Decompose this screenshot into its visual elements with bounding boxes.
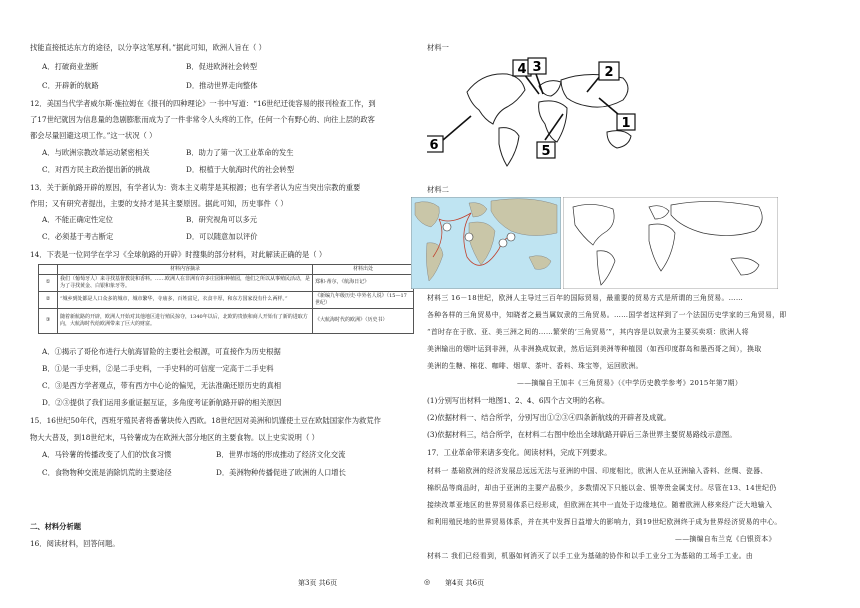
- page-3: [30, 0, 416, 608]
- table-cell-source: 《大航海时代的欧洲》（历史书）: [313, 308, 414, 333]
- q17-material-1-line-4: 和利用殖民地的世界贸易体系，并在其中发挥日益增大的影响力，到19世纪欧洲终于成为世界经济贸易的中心。: [427, 518, 782, 526]
- q11-option-b[interactable]: B．促进欧洲社会转型: [186, 62, 258, 71]
- q17-stem: 17．工业革命带来诸多变化。阅读材料，完成下列要求。: [427, 448, 612, 457]
- table-header-blank: [39, 265, 58, 275]
- center-binding-mark: ◎: [424, 578, 431, 586]
- q14-option-b[interactable]: B．①是一手史料，②是二手史料，一手史料的可信度一定高于二手史料: [42, 364, 274, 373]
- table-cell-index: ②: [39, 291, 58, 308]
- q12-option-d[interactable]: D．根植于大航海时代的社会转型: [186, 165, 295, 174]
- material-3-line-4: 美洲输出的烟叶运到非洲，从非洲换成奴隶，然后运到美洲等种植园（如西印度群岛和墨西哥之间），换取: [427, 345, 762, 353]
- map-number-1: 1: [621, 116, 631, 131]
- q16-sub-1: (1)分别写出材料一地图1、2、4、6四个古文明的名称。: [427, 396, 610, 405]
- q15-option-c[interactable]: C．食物物种交流是消除饥荒的主要途径: [42, 468, 172, 477]
- q17-material-1-source: ——摘编自布兰克《白银资本》: [675, 535, 776, 543]
- table-cell-content: “城乡到处都是人口众多的城市，城市繁华，寺庙多，百姓富足，衣食丰厚，和东方国家没有什么两样。”: [58, 291, 313, 308]
- q12-line-1: 12．美国当代学者威尔斯·施拉姆在《报刊的四种理论》一书中写道：“16世纪迁徙容易的报刊检查工作，到: [30, 99, 376, 108]
- material-3-line-5: 美洲的生糖、棉花、咖啡、烟草、茶叶、香料、珠宝等，运回欧洲。: [427, 362, 643, 370]
- q12-option-b[interactable]: B．助力了第一次工业革命的发生: [186, 148, 294, 157]
- world-map-numbered: [427, 52, 657, 172]
- table-header-source: 材料出处: [313, 265, 414, 275]
- q15-line-2: 物大大普及，到18世纪末，马铃薯成为在欧洲大部分地区的主要食物。以上史实说明（ ）: [30, 433, 319, 442]
- q16-sub-2: (2)依据材料一、结合所学，分别写出①②③④四条新航线的开辟者及成就。: [427, 413, 671, 422]
- q17-material-1-line-3: 接续改革亚地区的世界贸易体系已经形成，但欧洲在其中一直处于边缘地位。随着欧洲人移来经广泛大地输入: [427, 501, 773, 509]
- q12-option-c[interactable]: C．对西方民主政治提出新的挑战: [42, 165, 150, 174]
- table-row: [39, 291, 414, 308]
- q17-material-1-line-1: 材料一 基础欧洲的经济发展总远远无法与亚洲的中国、印度相比，欧洲人在从亚洲输入香料、丝绸、瓷器、: [427, 467, 768, 475]
- q17-material-1-line-2: 棉织品等商品时，却由于亚洲的主要产品极少，多数情况下只能以金、银等贵金属支付。尽管在13、14世纪仍: [427, 484, 777, 492]
- material-1-label: 材料一: [427, 43, 449, 52]
- q13-line-1: 13．关于新航路开辟的原因，有学者认为：资本主义萌芽是其根源；也有学者认为应当突出宗教的重要: [30, 183, 361, 192]
- table-header-content: 材料内容摘录: [58, 265, 313, 275]
- q12-option-a[interactable]: A．与欧洲宗教改革运动紧密相关: [42, 148, 150, 157]
- material-3-line-3: “首时存在于欧、亚、美三洲之间的……繁荣的‘三角贸易’”，其内容是以奴隶为主要买卖项：欧洲人将: [427, 328, 749, 336]
- table-cell-source: 郑和·蒂尔，《航海日记》: [313, 274, 414, 291]
- q14-stem: 14．下表是一位同学在学习《全球航路的开辟》时搜集的部分材料，对此解读正确的是（ ）: [30, 250, 327, 259]
- table-row: [39, 308, 414, 333]
- q12-line-3: 都会尽量回避这项工作。”这一状况（ ）: [30, 131, 157, 140]
- material-2-label: 材料二: [427, 185, 449, 194]
- q15-option-a[interactable]: A．马铃薯的传播改变了人们的饮食习惯: [42, 450, 172, 459]
- table-row: [39, 274, 414, 291]
- q11-option-c[interactable]: C．开辟新的航路: [42, 81, 99, 90]
- q13-option-b[interactable]: B．研究视角可以多元: [186, 215, 258, 224]
- material-3-line-1: 材料三 16－18世纪，欧洲人主导过三百年的国际贸易，最重要的贸易方式是所谓的三角贸易。……: [427, 294, 744, 302]
- q15-option-d[interactable]: D．美洲物种传播促进了欧洲的人口增长: [216, 468, 346, 477]
- q13-option-c[interactable]: C．必须基于考古断定: [42, 232, 114, 241]
- q16-sub-3: (3)依据材料三，结合所学，在材料二右图中绘出全球航路开辟后三条世界主要贸易路线示意图。: [427, 430, 737, 439]
- q15-line-1: 15．16世纪50年代，西班牙殖民者将番薯块传入西欧。18世纪因对美洲和饥馑使土豆在欧陆国家作为救荒作: [30, 416, 381, 425]
- q13-line-2: 作用；又有研究者提出，主要的支持才是其主要原因。据此可知，历史事件（ ）: [30, 199, 288, 208]
- q16-stem: 16．阅读材料，回答问题。: [30, 539, 120, 548]
- q11-option-d[interactable]: D．推动世界走向整体: [186, 81, 258, 90]
- material-3-line-2: 各种各样的三角贸易中，知晓者之最当属奴隶的三角贸易。……国学者这样到了一个法国历史学家的三角贸易，即: [427, 311, 787, 319]
- routes-map: [411, 197, 561, 289]
- table-cell-content: 我们（葡萄牙人）来寻找基督教徒和香料。……欧洲人在非洲有许多庄园和种植园，他们之所以从事殖民活动，是为了寻找黄金、白银和象牙等。: [58, 274, 313, 291]
- table-cell-index: ③: [39, 308, 58, 333]
- map-number-3: 3: [532, 60, 542, 75]
- material-3-source: ——摘编自王加丰《三角贸易》（《中学历史教学参考》2015年第7期）: [517, 379, 743, 387]
- q14-option-a[interactable]: A．①揭示了哥伦布进行大航海冒险的主要社会根源，可直接作为历史根据: [42, 347, 281, 356]
- q11-stem-end: 找能直接抵达东方的途径，以分享这笔厚利。”据此可知，欧洲人旨在（ ）: [30, 43, 266, 52]
- section-title: 二、材料分析题: [30, 522, 82, 531]
- q13-option-a[interactable]: A．不能正确定性定位: [42, 215, 113, 224]
- q12-line-2: 了17世纪就因为信息量的急剧膨胀而成为了一件非常令人头疼的工作，任何一个有野心的、向往上层的政客: [30, 115, 375, 124]
- map-number-4: 4: [517, 62, 527, 77]
- map-number-5: 5: [541, 144, 551, 159]
- table-cell-content: 随着新航路的开辟，欧洲人开始对其他地区进行殖民掠夺，1340年以后，北欧的贵族和商人开始有了新的进取方向，大航海时代给欧洲带来了巨大的财富。: [58, 308, 313, 333]
- q14-option-c[interactable]: C．③是西方学者观点，带有西方中心论的偏见，无法准确还原历史的真相: [42, 381, 282, 390]
- q17-material-2-line-1: 材料二 我们已经看到，机器如何消灭了以手工业为基础的协作和以手工业分工为基础的工场手工业。由: [427, 552, 754, 560]
- table-cell-index: ①: [39, 274, 58, 291]
- q13-option-d[interactable]: D．可以随意加以评价: [186, 232, 258, 241]
- table-cell-source: 《新编九年级历史·中外名人说》（15—17世纪）: [313, 291, 414, 308]
- q14-option-d[interactable]: D．②③提供了我们运用多重证据互证，多角度考证新航路开辟的相关原因: [42, 398, 282, 407]
- map-number-6: 6: [429, 138, 439, 153]
- q14-source-table: [38, 264, 414, 334]
- page-4: [427, 0, 837, 608]
- map-number-2: 2: [604, 65, 614, 80]
- page-number-right: 第4页 共6页: [445, 579, 485, 587]
- page-number-left: 第3页 共6页: [298, 579, 338, 587]
- outline-map: [563, 197, 778, 289]
- q11-option-a[interactable]: A．打破商业垄断: [42, 62, 99, 71]
- q15-option-b[interactable]: B．世界市场的形成推动了经济文化交流: [216, 450, 346, 459]
